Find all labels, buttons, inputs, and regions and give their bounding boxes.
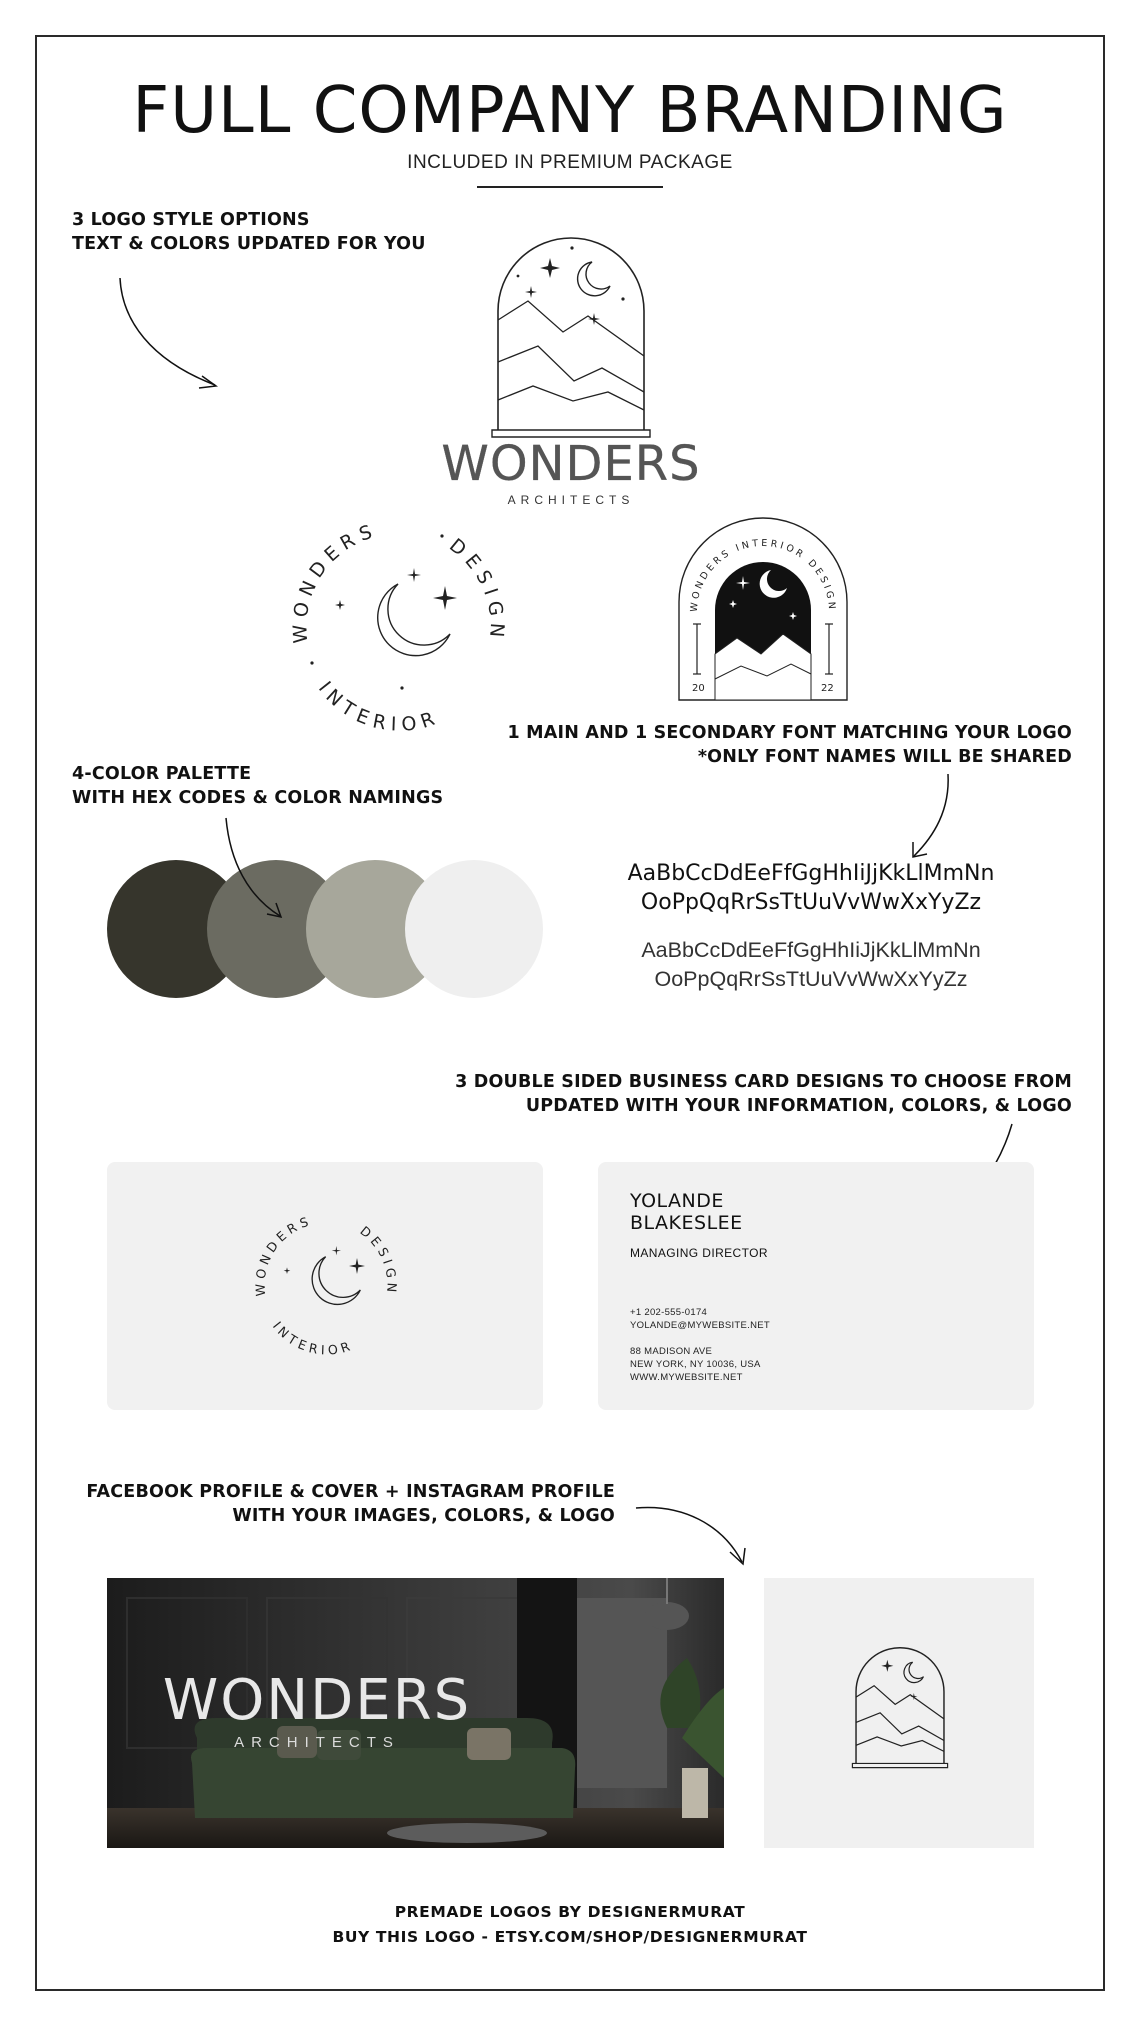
- card-address-2: NEW YORK, NY 10036, USA: [630, 1359, 761, 1370]
- circle-moon-logo-icon: [280, 508, 520, 748]
- card-address-1: 88 MADISON AVE: [630, 1346, 713, 1357]
- fonts-label: 1 MAIN AND 1 SECONDARY FONT MATCHING YOUR LOGO *ONLY FONT NAMES WILL BE SHARED: [507, 723, 1072, 767]
- color-swatch-4: [405, 860, 543, 998]
- svg-text:22: 22: [821, 683, 834, 694]
- svg-text:WONDERS: WONDERS: [289, 519, 381, 644]
- arch-mountain-logo-icon: [488, 236, 654, 440]
- svg-text:INTERIOR: INTERIOR: [313, 677, 444, 737]
- cover-tagline: ARCHITECTS: [234, 1734, 400, 1751]
- business-card-front: [107, 1162, 543, 1410]
- title-divider: [477, 186, 663, 188]
- card-email: YOLANDE@MYWEBSITE.NET: [630, 1320, 770, 1331]
- curved-arrow-icon: [218, 812, 288, 922]
- card-first-name: YOLANDE: [630, 1190, 724, 1212]
- page-subtitle: INCLUDED IN PREMIUM PACKAGE: [407, 152, 733, 173]
- main-logo-tagline: ARCHITECTS: [507, 493, 635, 507]
- svg-text:20: 20: [692, 683, 705, 694]
- social-label: FACEBOOK PROFILE & COVER + INSTAGRAM PROFILE WITH YOUR IMAGES, COLORS, & LOGO: [86, 1482, 615, 1526]
- palette-label: 4-COLOR PALETTE WITH HEX CODES & COLOR NAMINGS: [72, 764, 444, 808]
- curved-arrow-icon: [900, 770, 960, 860]
- card-role: MANAGING DIRECTOR: [630, 1246, 768, 1260]
- svg-text:WONDERS INTERIOR DESIGN: WONDERS INTERIOR DESIGN: [688, 537, 838, 613]
- card-website: WWW.MYWEBSITE.NET: [630, 1372, 743, 1383]
- instagram-profile-image: [764, 1578, 1034, 1848]
- main-font-sample: AaBbCcDdEeFfGgHhIiJjKkLlMmNn OoPpQqRrSsTtUuVvWwXxYyZz: [627, 861, 995, 915]
- secondary-font-sample: AaBbCcDdEeFfGgHhIiJjKkLlMmNn OoPpQqRrSsTtUuVvWwXxYyZz: [641, 938, 981, 991]
- arch-mountain-logo-icon: [850, 1644, 950, 1772]
- logos-label: 3 LOGO STYLE OPTIONS TEXT & COLORS UPDATED FOR YOU: [72, 210, 426, 254]
- curved-arrow-icon: [110, 270, 230, 390]
- svg-text:WONDERS: WONDERS: [252, 1212, 314, 1297]
- curved-arrow-icon: [632, 1500, 752, 1570]
- svg-text:DESIGN: DESIGN: [445, 534, 509, 644]
- arch-badge-logo-icon: [675, 514, 851, 704]
- svg-text:DESIGN: DESIGN: [357, 1223, 400, 1297]
- circle-moon-logo-icon: [247, 1206, 407, 1366]
- cover-wordmark: WONDERS: [162, 1668, 472, 1733]
- facebook-cover-image: [107, 1578, 724, 1848]
- cards-label: 3 DOUBLE SIDED BUSINESS CARD DESIGNS TO CHOOSE FROM UPDATED WITH YOUR INFORMATION, COLORS, & LOGO: [455, 1072, 1072, 1116]
- footer-credits: PREMADE LOGOS BY DESIGNERMURAT BUY THIS LOGO - ETSY.COM/SHOP/DESIGNERMURAT: [332, 1903, 808, 1946]
- card-phone: +1 202-555-0174: [630, 1307, 708, 1318]
- page-title: FULL COMPANY BRANDING: [132, 74, 1008, 148]
- business-card-back: [598, 1162, 1034, 1410]
- card-last-name: BLAKESLEE: [630, 1212, 743, 1234]
- main-logo-wordmark: WONDERS: [441, 436, 701, 492]
- svg-text:INTERIOR: INTERIOR: [269, 1318, 356, 1358]
